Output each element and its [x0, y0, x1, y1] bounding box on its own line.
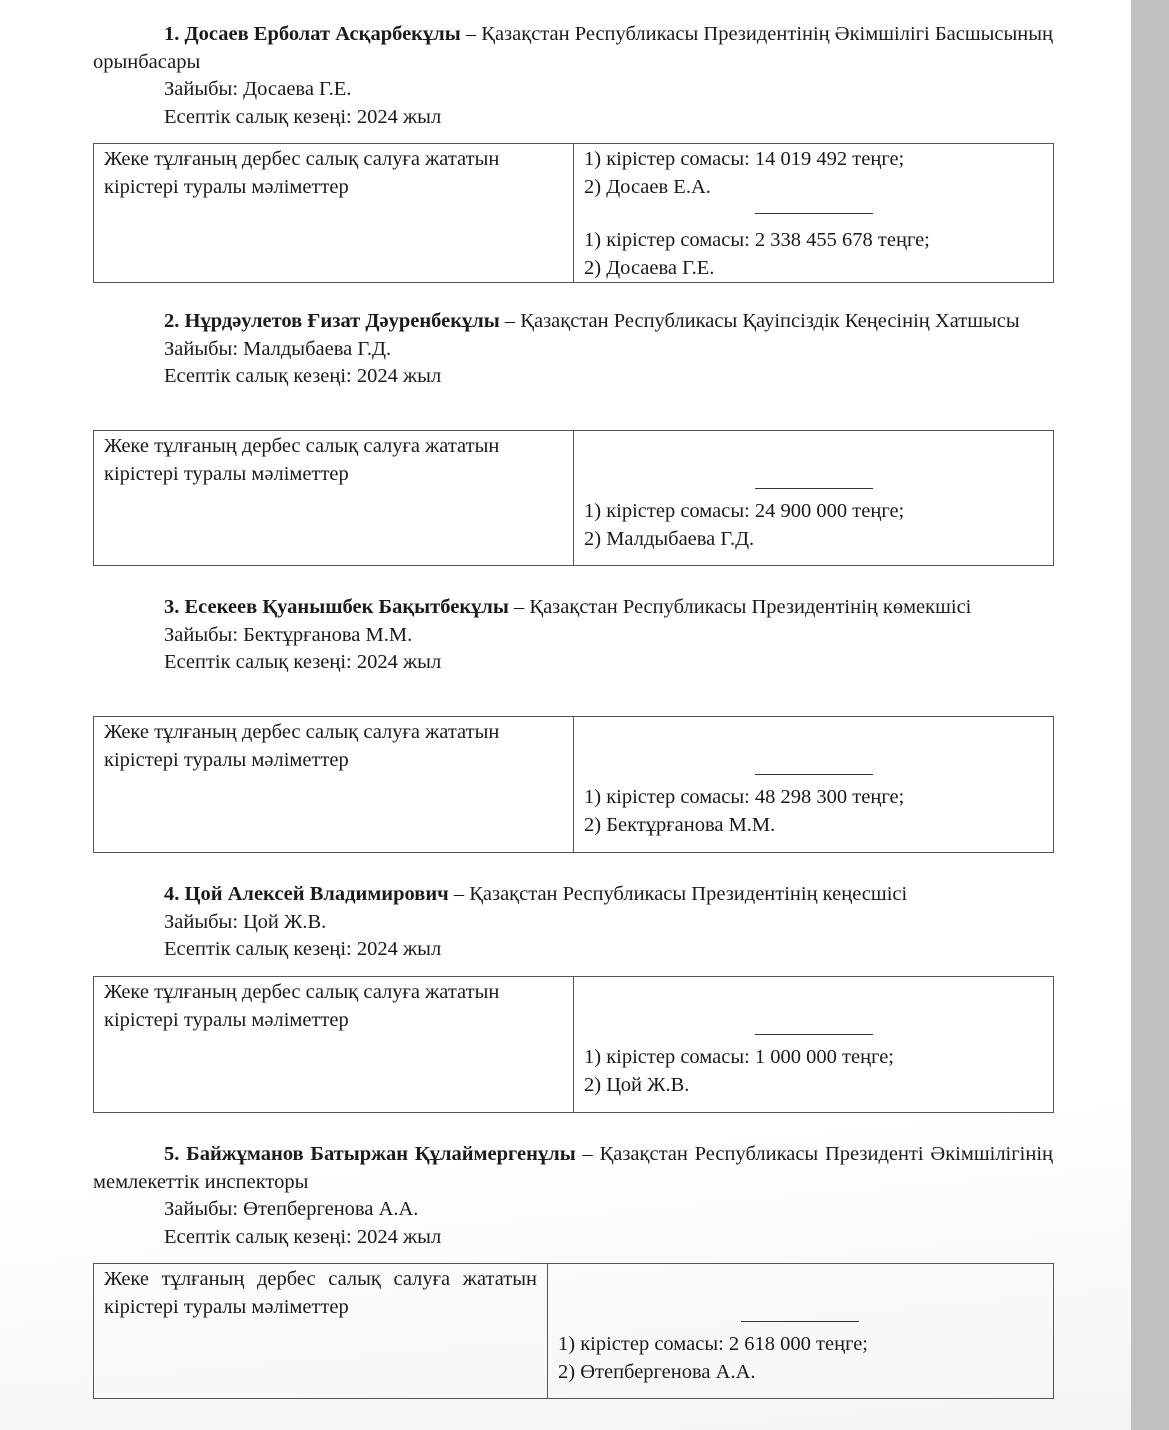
official-position: – Қазақстан Республикасы Президенті Әкімшілігінің мемлекеттік инспекторы	[93, 1143, 1053, 1193]
spouse-income: 1) кірістер сомасы: 48 298 300 теңге;	[584, 786, 905, 808]
official-name: 5. Байжұманов Батыржан Құлаймергенұлы	[164, 1143, 576, 1165]
official-name: 3. Есекеев Қуанышбек Бақытбекұлы	[164, 596, 509, 618]
official-name: 1. Досаев Ерболат Асқарбекұлы	[164, 23, 461, 45]
spouse-line: Зайыбы: Досаева Г.Е.	[164, 78, 352, 100]
official-name: 2. Нұрдәулетов Ғизат Дәуренбекұлы	[164, 310, 500, 332]
official-position: – Қазақстан Республикасы Президентінің Әкімшілігі Басшысының орынбасары	[93, 23, 1053, 73]
entry-heading	[93, 594, 1053, 622]
official-position: – Қазақстан Республикасы Қауіпсіздік Кеңесінің Хатшысы	[499, 310, 1020, 332]
spouse-line: Зайыбы: Бектұрғанова М.М.	[164, 623, 413, 646]
tax-period-line: Есептік салық кезеңі: 2024 жыл	[164, 365, 442, 387]
spouse-name: 2) Бектұрғанова М.М.	[584, 813, 776, 836]
entry-1	[93, 21, 1053, 131]
income-table-4	[93, 976, 1054, 1113]
official-position: – Қазақстан Республикасы Президентінің кеңесшісі	[448, 883, 908, 905]
income-values-cell	[574, 144, 1054, 283]
income-values-cell	[574, 717, 1054, 853]
tax-period-line: Есептік салық кезеңі: 2024 жыл	[164, 105, 442, 128]
declarant-income: 1) кірістер сомасы: 14 019 492 теңге;	[584, 148, 905, 170]
income-values-cell	[574, 977, 1054, 1113]
tax-period-line: Есептік салық кезеңі: 2024 жыл	[164, 1225, 442, 1248]
income-table-5	[93, 1263, 1054, 1399]
spouse-income: 1) кірістер сомасы: 2 338 455 678 теңге;	[584, 229, 930, 251]
income-table-2	[93, 430, 1054, 566]
income-table-label: Жеке тұлғаның дербес салық салуға жататын кірістері туралы мәліметтер	[94, 977, 574, 1113]
spouse-name: 2) Малдыбаева Г.Д.	[584, 527, 755, 550]
income-table-label: Жеке тұлғаның дербес салық салуға жататын кірістері туралы мәліметтер	[94, 717, 574, 853]
spouse-line: Зайыбы: Өтепбергенова А.А.	[164, 1198, 419, 1220]
spouse-name: 2) Өтепбергенова А.А.	[558, 1360, 756, 1383]
spouse-line: Зайыбы: Цой Ж.В.	[164, 910, 327, 933]
spouse-income: 1) кірістер сомасы: 1 000 000 теңге;	[584, 1046, 895, 1068]
income-table-label: Жеке тұлғаның дербес салық салуға жататын кірістері туралы мәліметтер	[94, 1264, 548, 1399]
income-values-cell	[574, 431, 1054, 566]
entry-heading	[93, 308, 1053, 336]
tax-period-line: Есептік салық кезеңі: 2024 жыл	[164, 938, 442, 960]
entry-4	[93, 881, 1053, 964]
spouse-income: 1) кірістер сомасы: 24 900 000 теңге;	[584, 500, 905, 522]
entry-2	[93, 308, 1053, 391]
income-table-label: Жеке тұлғаның дербес салық салуға жататын кірістері туралы мәліметтер	[94, 431, 574, 566]
official-name: 4. Цой Алексей Владимирович	[164, 883, 449, 905]
income-table-3	[93, 716, 1054, 853]
income-table-1	[93, 143, 1054, 283]
spouse-line: Зайыбы: Малдыбаева Г.Д.	[164, 337, 392, 360]
entry-heading	[93, 21, 1053, 76]
income-values-cell	[548, 1264, 1054, 1399]
spouse-name: 2) Досаева Г.Е.	[584, 256, 715, 279]
spouse-name: 2) Цой Ж.В.	[584, 1073, 690, 1096]
viewer-side-margin	[1131, 0, 1169, 1430]
entry-heading	[93, 1141, 1053, 1196]
entry-3	[93, 594, 1053, 677]
entry-heading	[93, 881, 1053, 909]
tax-period-line: Есептік салық кезеңі: 2024 жыл	[164, 651, 442, 673]
declarant-name: 2) Досаев Е.А.	[584, 175, 711, 198]
official-position: – Қазақстан Республикасы Президентінің көмекшісі	[508, 596, 972, 618]
spouse-income: 1) кірістер сомасы: 2 618 000 теңге;	[558, 1333, 869, 1355]
income-table-label: Жеке тұлғаның дербес салық салуға жататын кірістері туралы мәліметтер	[94, 144, 574, 283]
entry-5	[93, 1141, 1053, 1251]
